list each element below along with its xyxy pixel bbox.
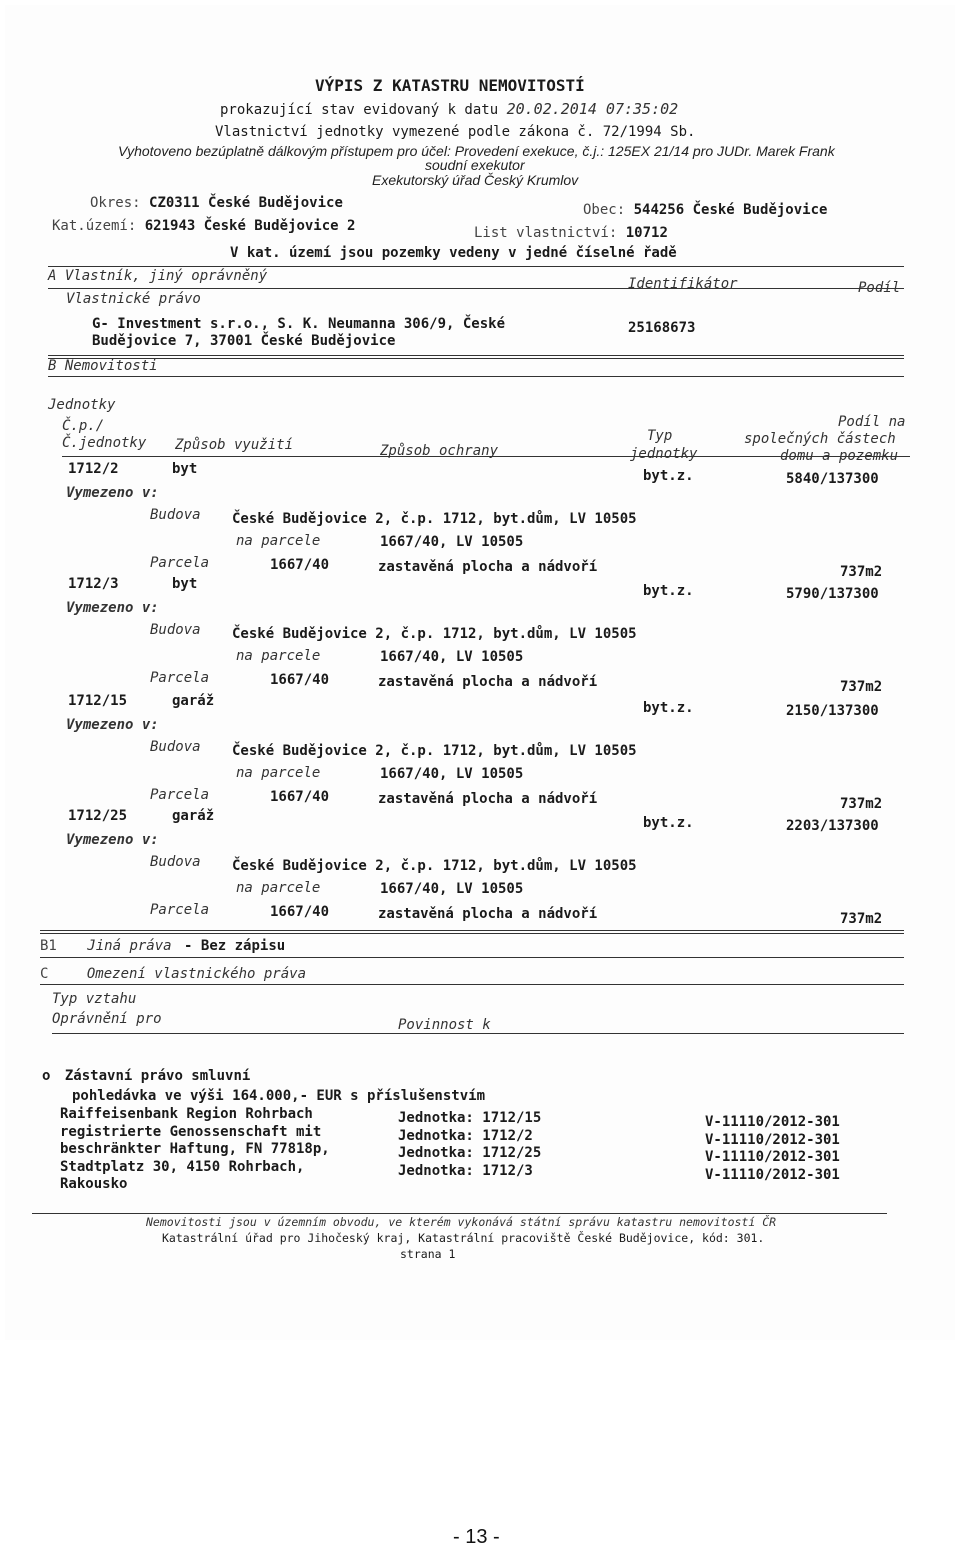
rule-a-top — [48, 266, 904, 267]
unit-type: byt.z. — [643, 583, 694, 599]
rule-c-columns — [52, 1033, 904, 1034]
list-value: 10712 — [625, 225, 668, 241]
unit-naparcele: 1667/40, LV 10505 — [380, 766, 524, 782]
unit-number: 1712/3 — [68, 576, 119, 592]
unit-use: byt — [172, 576, 198, 592]
lien-unit: Jednotka: 1712/25 — [398, 1145, 542, 1161]
section-c-title: Omezení vlastnického práva — [86, 966, 307, 982]
rule-b-columns — [62, 456, 910, 457]
section-b1-title: Jiná práva — [87, 938, 172, 954]
rule-b-top — [48, 355, 904, 359]
owner-line1: G- Investment s.r.o., S. K. Neumanna 306/9, České — [92, 316, 506, 332]
col-zpusob-vyuziti: Způsob využití — [175, 437, 294, 453]
unit-type: byt.z. — [643, 700, 694, 716]
creditor-line: registrierte Genossenschaft mit — [60, 1123, 322, 1140]
col-domu: domu a pozemku — [780, 448, 899, 464]
katuzemi-label: Kat.území: — [52, 218, 137, 234]
creditor-line: beschränkter Haftung, FN 77818p, — [60, 1141, 330, 1157]
unit-area: 737m2 — [840, 911, 883, 927]
unit-naparcele-label: na parcele — [236, 765, 321, 781]
footer-line1: Nemovitosti jsou v územním obvodu, ve kterém vykonává státní správu katastru nemovitostí ČR — [146, 1215, 777, 1229]
unit-share: 2150/137300 — [786, 703, 879, 719]
section-b1 — [40, 938, 285, 954]
unit-parcela-desc: zastavěná plocha a nádvoří — [378, 559, 598, 575]
lien-claim: pohledávka ve výši 164.000,- EUR s příslušenstvím — [72, 1088, 486, 1104]
unit-naparcele-label: na parcele — [236, 533, 321, 549]
state-date: 20.02.2014 07:35:02 — [506, 100, 679, 118]
group-jednotky: Jednotky — [48, 397, 116, 413]
lien-unit: Jednotka: 1712/3 — [398, 1162, 533, 1179]
unit-parcela-label: Parcela — [150, 787, 210, 803]
col-jednotky: jednotky — [630, 446, 698, 462]
state-line — [220, 100, 678, 118]
section-a-heading: A Vlastník, jiný oprávněný — [48, 268, 268, 284]
lien-title: Zástavní právo smluvní — [64, 1068, 251, 1084]
unit-defined: Vymezeno v: — [66, 600, 159, 616]
section-a-subheading: Vlastnické právo — [66, 291, 201, 307]
kat-uzemi — [52, 218, 355, 234]
obec-value: 544256 České Budějovice — [633, 202, 828, 218]
unit-area: 737m2 — [840, 679, 883, 695]
obec — [583, 202, 827, 218]
owner-id: 25168673 — [628, 320, 696, 336]
unit-number: 1712/25 — [68, 808, 128, 824]
section-b1-code: B1 — [40, 938, 57, 954]
document-title: VÝPIS Z KATASTRU NEMOVITOSTÍ — [315, 76, 585, 95]
unit-defined: Vymezeno v: — [66, 832, 159, 848]
unit-budova-label: Budova — [150, 739, 201, 755]
list-label: List vlastnictví: — [474, 225, 618, 241]
unit-defined: Vymezeno v: — [66, 717, 159, 733]
creditor-line: Raiffeisenbank Region Rohrbach — [60, 1106, 313, 1122]
unit-budova-label: Budova — [150, 622, 201, 638]
page-number: - 13 - — [453, 1526, 500, 1548]
unit-parcela-label: Parcela — [150, 902, 210, 918]
obec-label: Obec: — [583, 202, 626, 218]
unit-parcela: 1667/40 — [270, 904, 330, 920]
footer-line2: Katastrální úřad pro Jihočeský kraj, Katastrální pracoviště České Budějovice, kód: 301. — [162, 1231, 765, 1245]
lien-unit: Jednotka: 1712/2 — [398, 1127, 533, 1144]
unit-number: 1712/2 — [68, 461, 119, 477]
unit-parcela-label: Parcela — [150, 670, 210, 686]
col-podil-na: Podíl na — [838, 414, 906, 430]
owner-line2: Budějovice 7, 37001 České Budějovice — [92, 333, 396, 349]
lien-ref: V-11110/2012-301 — [705, 1131, 840, 1148]
creditor-line: Rakousko — [60, 1176, 128, 1192]
lien-bullet: o — [42, 1068, 51, 1084]
state-prefix: prokazující stav evidovaný k datu — [220, 102, 499, 118]
unit-share: 5790/137300 — [786, 586, 879, 602]
unit-parcela-label: Parcela — [150, 555, 210, 571]
okres — [90, 195, 343, 211]
unit-use: garáž — [172, 693, 215, 709]
lien-title-line — [42, 1068, 250, 1084]
rule-c-heading — [40, 984, 904, 985]
list-vlastnictvi — [474, 225, 668, 241]
unit-naparcele: 1667/40, LV 10505 — [380, 534, 524, 550]
lien-units — [398, 1110, 541, 1180]
lien-refs — [705, 1114, 840, 1184]
rule-footer — [32, 1213, 887, 1214]
rule-a-header — [48, 288, 904, 289]
unit-naparcele: 1667/40, LV 10505 — [380, 649, 524, 665]
col-identifikator: Identifikátor — [628, 276, 738, 292]
unit-parcela: 1667/40 — [270, 672, 330, 688]
unit-defined: Vymezeno v: — [66, 485, 159, 501]
col-povinnost-k: Povinnost k — [398, 1017, 491, 1033]
unit-type: byt.z. — [643, 468, 694, 484]
col-cislo-jednotky: Č.jednotky — [62, 435, 147, 451]
unit-naparcele-label: na parcele — [236, 880, 321, 896]
unit-budova: České Budějovice 2, č.p. 1712, byt.dům, LV 10505 — [232, 858, 637, 874]
section-b-heading: B Nemovitosti — [48, 358, 158, 374]
executor-line: soudní exekutor — [425, 157, 525, 173]
unit-naparcele: 1667/40, LV 10505 — [380, 881, 524, 897]
series-note: V kat. území jsou pozemky vedeny v jedné číselné řadě — [230, 245, 677, 261]
col-podil: Podíl — [858, 280, 901, 296]
lien-unit: Jednotka: 1712/15 — [398, 1110, 542, 1126]
col-zpusob-ochrany: Způsob ochrany — [380, 443, 499, 459]
unit-parcela-desc: zastavěná plocha a nádvoří — [378, 791, 598, 807]
unit-budova-label: Budova — [150, 854, 201, 870]
unit-use: garáž — [172, 808, 215, 824]
col-typ: Typ — [647, 428, 673, 444]
unit-number: 1712/15 — [68, 693, 128, 709]
section-c — [40, 966, 306, 982]
col-typ-vztahu: Typ vztahu — [52, 991, 137, 1007]
footer-page: strana 1 — [400, 1247, 456, 1261]
okres-label: Okres: — [90, 195, 141, 211]
unit-naparcele-label: na parcele — [236, 648, 321, 664]
unit-budova: České Budějovice 2, č.p. 1712, byt.dům, LV 10505 — [232, 511, 637, 527]
col-spolecnych: společných částech — [744, 431, 896, 447]
issued-line: Vyhotoveno bezúplatně dálkovým přístupem pro účel: Provedení exekuce, č.j.: 125EX 21/14 pro JUDr. Marek Frank — [118, 143, 835, 159]
unit-type: byt.z. — [643, 815, 694, 831]
unit-parcela-desc: zastavěná plocha a nádvoří — [378, 674, 598, 690]
section-b1-suffix: - Bez zápisu — [184, 938, 286, 954]
section-c-code: C — [40, 966, 49, 982]
unit-use: byt — [172, 461, 198, 477]
office-line: Exekutorský úřad Český Krumlov — [372, 172, 579, 188]
unit-budova-label: Budova — [150, 507, 201, 523]
lien-ref: V-11110/2012-301 — [705, 1149, 840, 1165]
unit-budova: České Budějovice 2, č.p. 1712, byt.dům, LV 10505 — [232, 743, 637, 759]
unit-share: 2203/137300 — [786, 818, 879, 834]
lien-creditor — [60, 1106, 330, 1194]
unit-parcela-desc: zastavěná plocha a nádvoří — [378, 906, 598, 922]
unit-parcela: 1667/40 — [270, 789, 330, 805]
creditor-line: Stadtplatz 30, 4150 Rohrbach, — [60, 1158, 305, 1175]
unit-area: 737m2 — [840, 796, 883, 812]
unit-budova: České Budějovice 2, č.p. 1712, byt.dům, LV 10505 — [232, 626, 637, 642]
unit-share: 5840/137300 — [786, 471, 879, 487]
lien-ref: V-11110/2012-301 — [705, 1166, 840, 1183]
okres-value: CZ0311 České Budějovice — [149, 195, 343, 211]
unit-parcela: 1667/40 — [270, 557, 330, 573]
rule-b-heading — [48, 376, 904, 377]
ownership-line: Vlastnictví jednotky vymezené podle zákona č. 72/1994 Sb. — [215, 124, 696, 140]
rule-b1-bottom — [40, 957, 904, 958]
unit-area: 737m2 — [840, 564, 883, 580]
katuzemi-value: 621943 České Budějovice 2 — [144, 218, 356, 234]
rule-b1-top — [40, 930, 904, 934]
lien-ref: V-11110/2012-301 — [705, 1114, 840, 1130]
col-opravneni-pro: Oprávnění pro — [52, 1011, 162, 1027]
col-cp: Č.p./ — [62, 418, 105, 434]
